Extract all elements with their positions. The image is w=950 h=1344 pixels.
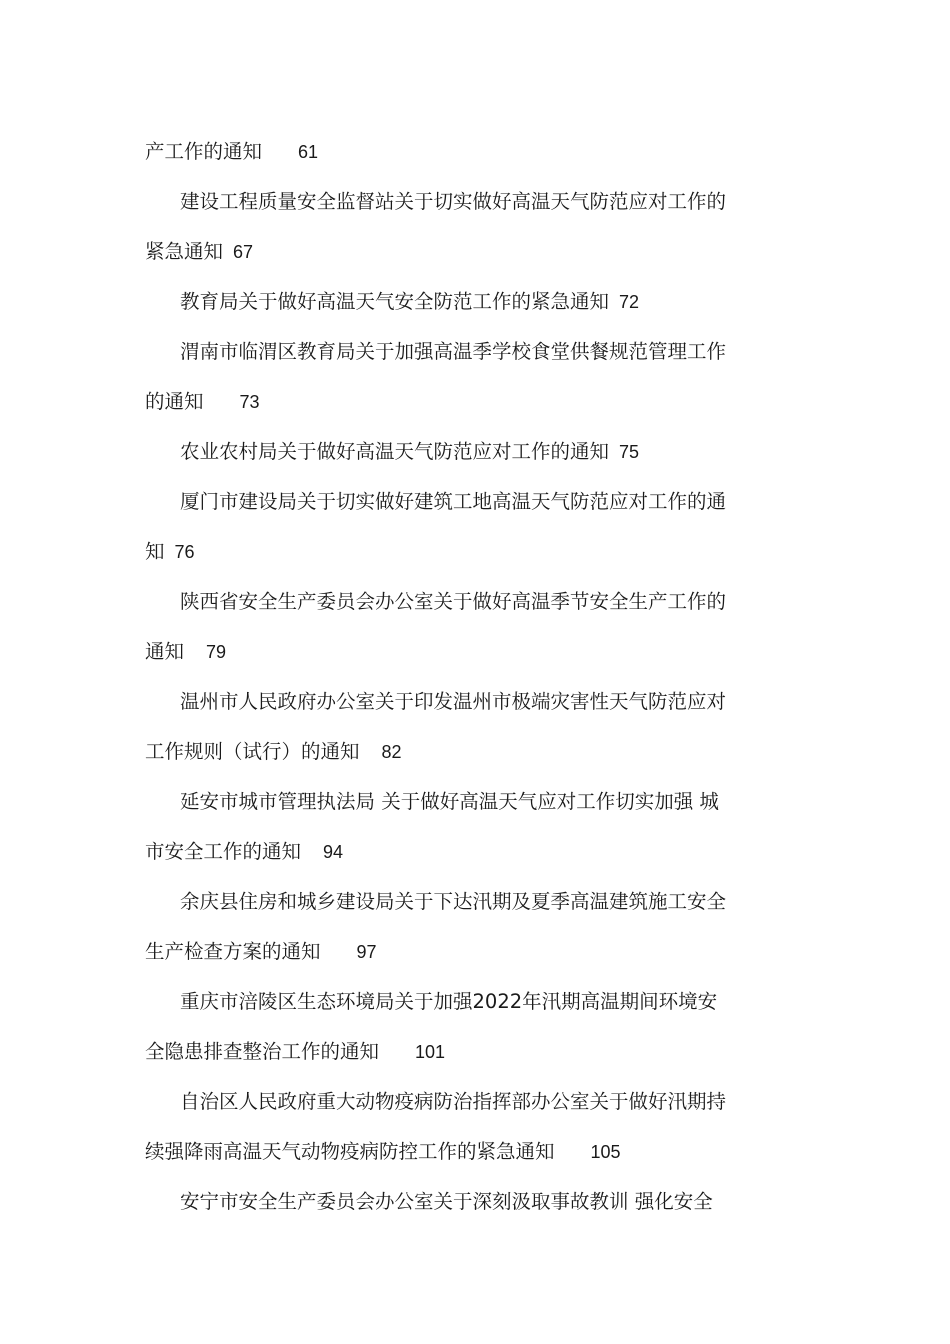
toc-entry-6-line-1[interactable] [145, 477, 815, 527]
toc-page-number: 105 [590, 1142, 621, 1162]
toc-entry-title: 市安全工作的通知 [145, 840, 302, 863]
toc-page-number: 73 [239, 392, 260, 412]
toc-page-number: 67 [233, 242, 254, 262]
toc-entry-9-line-1[interactable] [145, 777, 815, 827]
toc-entry-title: 通知 [145, 640, 185, 663]
toc-entry-8-line-2[interactable] [145, 727, 815, 777]
toc-entry-11-line-1[interactable] [145, 977, 815, 1027]
toc-entry-title: 知 [145, 540, 165, 563]
toc-entry-6-line-2[interactable] [145, 527, 815, 577]
toc-page-number: 101 [415, 1042, 446, 1062]
toc-entry-10-line-1[interactable] [145, 877, 815, 927]
toc-page-number: 79 [206, 642, 227, 662]
toc-entry-12-line-2[interactable] [145, 1127, 815, 1177]
toc-entry-title: 生产检查方案的通知 [145, 940, 321, 963]
toc-entry-7-line-1[interactable] [145, 577, 815, 627]
toc-page-number: 82 [381, 742, 402, 762]
toc-entry-7-line-2[interactable] [145, 627, 815, 677]
toc-entry-title: 教育局关于做好高温天气安全防范工作的紧急通知 [180, 290, 610, 313]
toc-entry-12-line-1[interactable] [145, 1077, 815, 1127]
toc-entry-title: 延安市城市管理执法局 关于做好高温天气应对工作切实加强 城 [180, 790, 719, 813]
toc-entry-4-line-1[interactable] [145, 327, 815, 377]
toc-page-number: 94 [323, 842, 344, 862]
toc-entry-title: 工作规则（试行）的通知 [145, 740, 360, 763]
toc-entry-13-line-1[interactable] [145, 1177, 815, 1227]
toc-page-number: 75 [619, 442, 640, 462]
toc-page-number: 72 [619, 292, 640, 312]
toc-entry-title: 厦门市建设局关于切实做好建筑工地高温天气防范应对工作的通 [180, 490, 727, 513]
toc-entry-9-line-2[interactable] [145, 827, 815, 877]
toc-entry-title: 自治区人民政府重大动物疫病防治指挥部办公室关于做好汛期持 [180, 1090, 727, 1113]
toc-entry-title: 温州市人民政府办公室关于印发温州市极端灾害性天气防范应对 [180, 690, 727, 713]
toc-entry-title: 的通知 [145, 390, 204, 413]
toc-page-number: 76 [174, 542, 195, 562]
toc-entry-title: 安宁市安全生产委员会办公室关于深刻汲取事故教训 强化安全 [180, 1190, 713, 1213]
toc-entry-title: 陕西省安全生产委员会办公室关于做好高温季节安全生产工作的 [180, 590, 727, 613]
toc-entry-10-line-2[interactable] [145, 927, 815, 977]
toc-page-number: 97 [356, 942, 377, 962]
toc-entry-2-line-1[interactable] [145, 177, 815, 227]
toc-entry-4-line-2[interactable] [145, 377, 815, 427]
toc-entry-5[interactable] [145, 427, 815, 477]
toc-entry-title: 余庆县住房和城乡建设局关于下达汛期及夏季高温建筑施工安全 [180, 890, 727, 913]
toc-entry-title: 全隐患排查整治工作的通知 [145, 1040, 380, 1063]
toc-entry-3[interactable] [145, 277, 815, 327]
toc-entry-title: 产工作的通知 [145, 140, 263, 163]
toc-entry-title: 紧急通知 [145, 240, 224, 263]
table-of-contents [145, 127, 815, 1227]
toc-entry-2-line-2[interactable] [145, 227, 815, 277]
toc-entry-title: 渭南市临渭区教育局关于加强高温季学校食堂供餐规范管理工作 [180, 340, 727, 363]
toc-entry-1[interactable] [145, 127, 815, 177]
toc-entry-8-line-1[interactable] [145, 677, 815, 727]
toc-entry-title: 续强降雨高温天气动物疫病防控工作的紧急通知 [145, 1140, 555, 1163]
toc-entry-title: 重庆市涪陵区生态环境局关于加强2022年汛期高温期间环境安 [180, 990, 718, 1013]
toc-entry-11-line-2[interactable] [145, 1027, 815, 1077]
toc-entry-title: 建设工程质量安全监督站关于切实做好高温天气防范应对工作的 [180, 190, 727, 213]
toc-page-number: 61 [298, 142, 319, 162]
toc-entry-title: 农业农村局关于做好高温天气防范应对工作的通知 [180, 440, 610, 463]
